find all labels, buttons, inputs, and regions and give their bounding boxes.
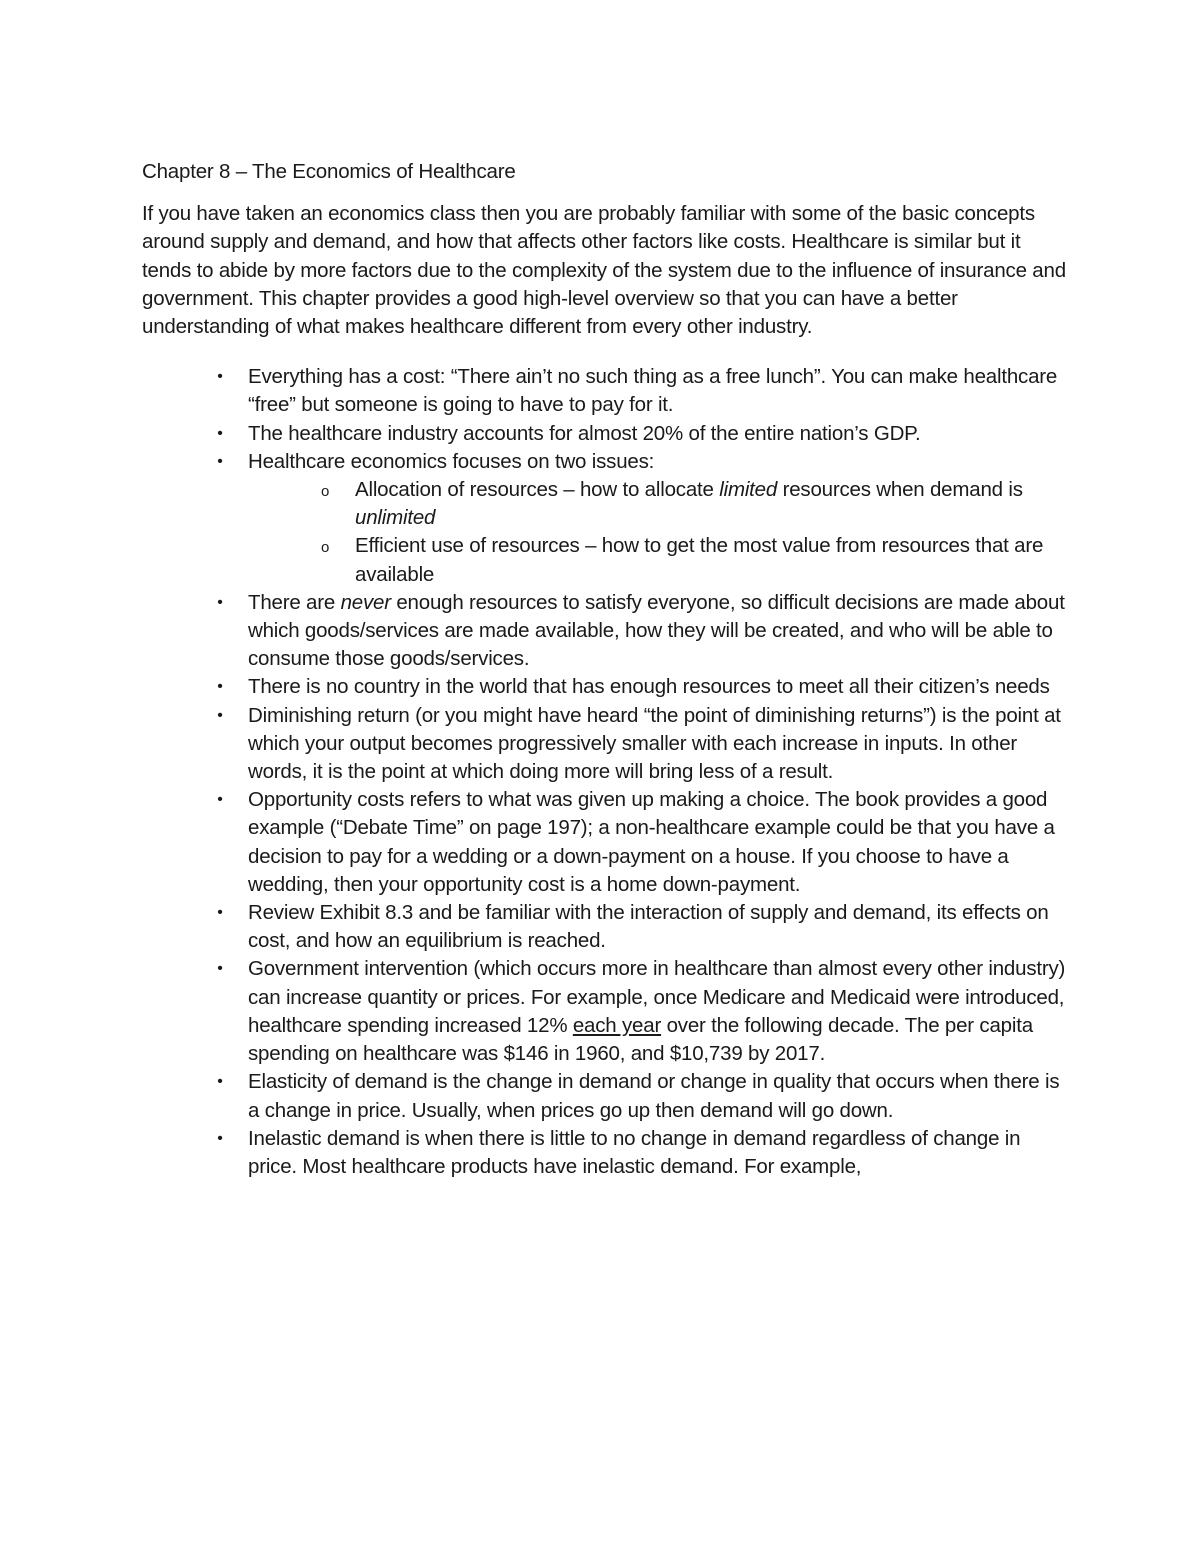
bullet-icon: • bbox=[217, 706, 223, 724]
list-item bbox=[217, 363, 1072, 419]
circle-bullet-icon: o bbox=[321, 483, 330, 501]
list-item-text: There is no country in the world that has enough resources to meet all their citizen’s needs bbox=[248, 675, 1050, 699]
list-item bbox=[217, 420, 1072, 448]
intro-paragraph: If you have taken an economics class then you are probably familiar with some of the basic concepts around supply and demand, and how that affects other factors like costs. Healthcare is similar but it tends to abide by more factors due to the complexity of the system due to the influence of insurance and government. This chapter provides a good high-level overview so that you can have a better understanding of what makes healthcare different from every other industry. bbox=[142, 202, 1066, 339]
list-item bbox=[217, 589, 1072, 674]
list-item-text: Government intervention (which occurs more in healthcare than almost every other industry) can increase quantity or prices. For example, once Medicare and Medicaid were introduced, healthcare spending increased 12% bbox=[248, 957, 1066, 1037]
list-item-text: enough resources to satisfy everyone, so difficult decisions are made about which goods/services are made available, how they will be created, and who will be able to consume those goods/services. bbox=[248, 590, 1065, 671]
key-points-list bbox=[142, 363, 1072, 1181]
chapter-title: Chapter 8 – The Economics of Healthcare bbox=[142, 160, 516, 183]
list-item-text: There are bbox=[248, 590, 341, 614]
sub-list-item bbox=[321, 532, 1072, 588]
list-item-text: Opportunity costs refers to what was given up making a choice. The book provides a good example (“Debate Time” on page 197); a non-healthcare example could be that you have a decision to pay for a wedding or a down-payment on a house. If you choose to have a wedding, then your opportunity cost is a home down-payment. bbox=[248, 788, 1055, 896]
list-item-text: Diminishing return (or you might have heard “the point of diminishing returns”) is the point at which your output becomes progressively smaller with each increase in inputs. In other words, it is the point at which doing more will bring less of a result. bbox=[248, 703, 1061, 784]
sub-list-item bbox=[321, 476, 1072, 532]
list-item-text: Healthcare economics focuses on two issues: bbox=[248, 449, 655, 473]
bullet-icon: • bbox=[217, 593, 223, 611]
list-item bbox=[217, 673, 1072, 701]
emphasis-text: never bbox=[340, 590, 391, 614]
list-item bbox=[217, 448, 1072, 589]
list-item-text: Inelastic demand is when there is little to no change in demand regardless of change in price. Most healthcare products have inelastic demand. For example, bbox=[248, 1126, 1021, 1178]
circle-bullet-icon: o bbox=[321, 539, 330, 557]
sub-item-text: Allocation of resources – how to allocate bbox=[355, 478, 720, 502]
bullet-icon: • bbox=[217, 1073, 223, 1091]
list-item-text: Review Exhibit 8.3 and be familiar with the interaction of supply and demand, its effects on cost, and how an equilibrium is reached. bbox=[248, 901, 1049, 953]
sub-item-text: resources when demand is bbox=[777, 478, 1023, 502]
emphasis-text: unlimited bbox=[355, 506, 436, 530]
list-item bbox=[217, 955, 1072, 1068]
list-item-text: The healthcare industry accounts for almost 20% of the entire nation’s GDP. bbox=[248, 421, 921, 445]
list-item bbox=[217, 702, 1072, 787]
list-item bbox=[217, 1068, 1072, 1124]
bullet-icon: • bbox=[217, 452, 223, 470]
list-item-text: over the following decade. The per capita spending on healthcare was $146 in 1960, and $10,739 by 2017. bbox=[248, 1013, 1033, 1066]
bullet-icon: • bbox=[217, 424, 223, 442]
list-item bbox=[217, 786, 1072, 899]
list-item bbox=[217, 1125, 1072, 1181]
list-item-text: Everything has a cost: “There ain’t no such thing as a free lunch”. You can make healthcare “free” but someone is going to have to pay for it. bbox=[248, 365, 1058, 417]
list-item-text: Elasticity of demand is the change in demand or change in quality that occurs when there is a change in price. Usually, when prices go up then demand will go down. bbox=[248, 1070, 1060, 1122]
bullet-icon: • bbox=[217, 368, 223, 386]
bullet-icon: • bbox=[217, 904, 223, 922]
document-page bbox=[142, 158, 1072, 1181]
bullet-icon: • bbox=[217, 678, 223, 696]
emphasis-text: limited bbox=[719, 478, 778, 502]
bullet-icon: • bbox=[217, 791, 223, 809]
underlined-text: each year bbox=[572, 1013, 662, 1037]
bullet-icon: • bbox=[217, 960, 223, 978]
bullet-icon: • bbox=[217, 1129, 223, 1147]
sub-item-text: Efficient use of resources – how to get the most value from resources that are available bbox=[355, 534, 1044, 586]
list-item bbox=[217, 899, 1072, 955]
sub-list bbox=[248, 476, 1072, 589]
